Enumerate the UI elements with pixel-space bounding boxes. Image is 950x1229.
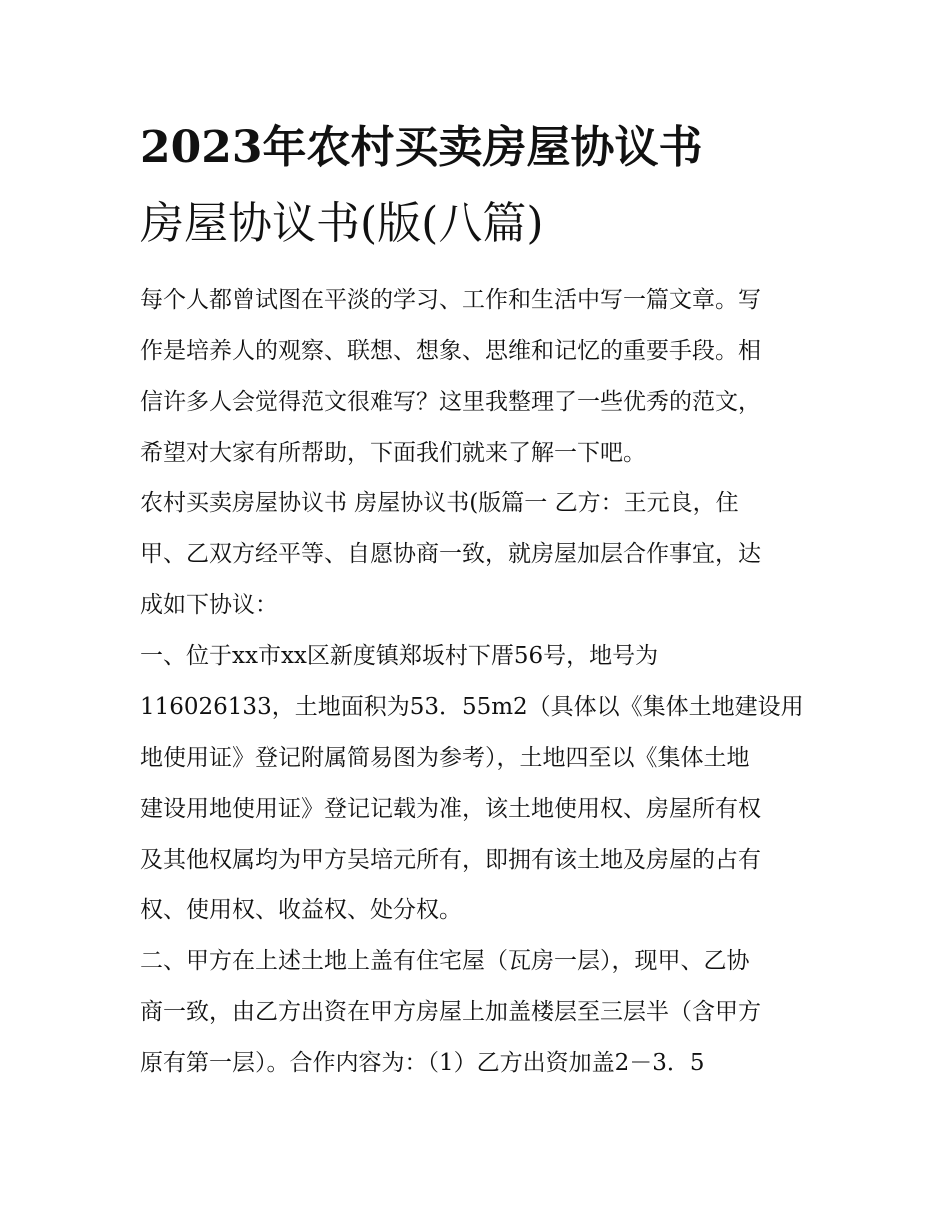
- paragraph-line: 甲、乙双方经平等、自愿协商一致，就房屋加层合作事宜，达: [140, 541, 761, 567]
- paragraph-line: 权、使用权、收益权、处分权。: [140, 897, 462, 923]
- document-subtitle: 房屋协议书(版(八篇): [140, 198, 544, 249]
- paragraph-line: 希望对大家有所帮助，下面我们就来了解一下吧。: [140, 440, 646, 466]
- paragraph-line: 一、位于xx市xx区新度镇郑坂村下厝56号，地号为: [140, 643, 659, 669]
- paragraph-line: 成如下协议：: [140, 592, 278, 618]
- paragraph-line: 信许多人会觉得范文很难写？这里我整理了一些优秀的范文，: [140, 389, 761, 415]
- paragraph-line: 地使用证》登记附属简易图为参考），土地四至以《集体土地: [140, 745, 750, 771]
- paragraph-line: 及其他权属均为甲方吴培元所有，即拥有该土地及房屋的占有: [140, 847, 761, 873]
- paragraph-line: 商一致，由乙方出资在甲方房屋上加盖楼层至三层半（含甲方: [140, 999, 761, 1025]
- paragraph-line: 原有第一层）。合作内容为：（1）乙方出资加盖2－3．5: [140, 1050, 705, 1076]
- paragraph-line: 116026133，土地面积为53．55m2（具体以《集体土地建设用: [140, 694, 804, 720]
- document-title: 2023年农村买卖房屋协议书: [140, 122, 703, 173]
- paragraph-line: 农村买卖房屋协议书 房屋协议书(版篇一 乙方：王元良，住: [140, 490, 739, 516]
- paragraph-line: 作是培养人的观察、联想、想象、思维和记忆的重要手段。相: [140, 338, 761, 364]
- paragraph-line: 二、甲方在上述土地上盖有住宅屋（瓦房一层），现甲、乙协: [140, 948, 750, 974]
- paragraph-line: 每个人都曾试图在平淡的学习、工作和生活中写一篇文章。写: [140, 287, 761, 313]
- paragraph-line: 建设用地使用证》登记记载为准，该土地使用权、房屋所有权: [140, 796, 761, 822]
